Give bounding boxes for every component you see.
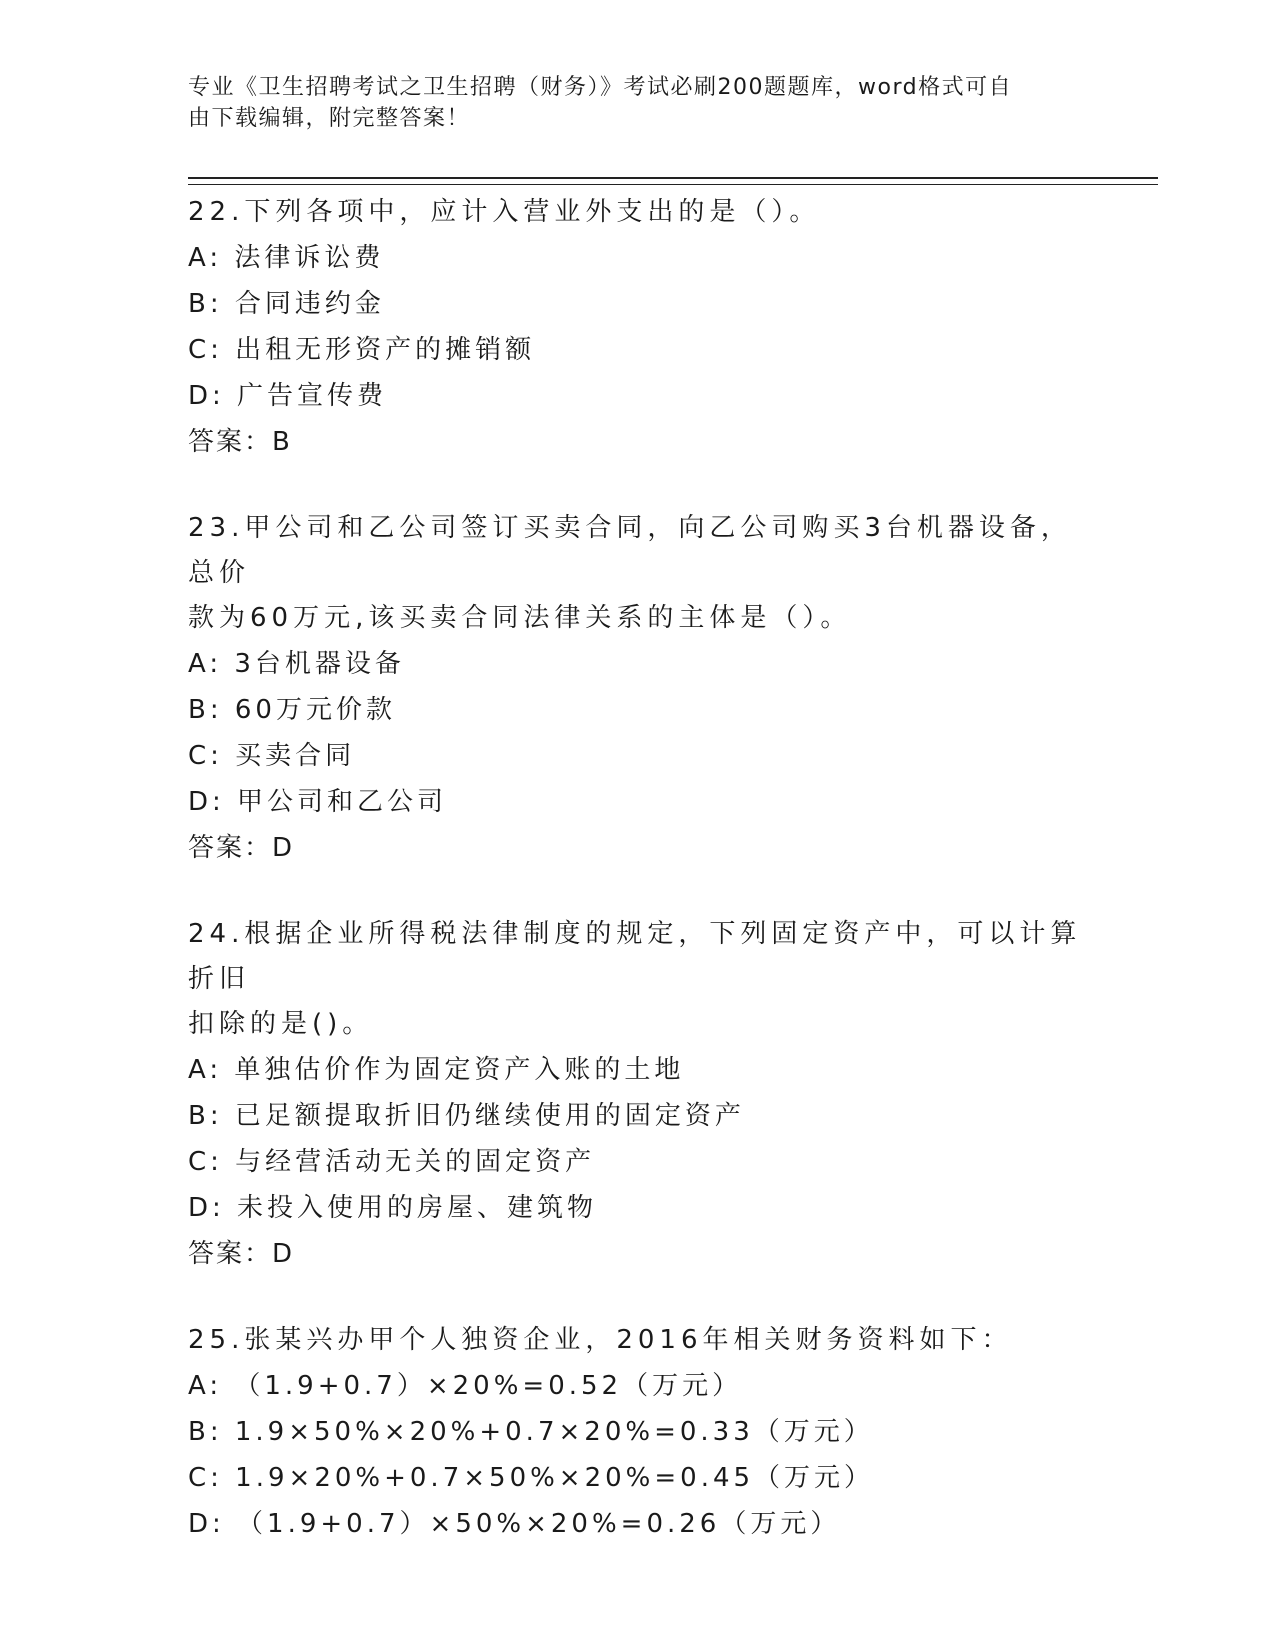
answer-label: 答案：B <box>188 427 292 457</box>
option-b: B: 1.9×50%×20%+0.7×20%=0.33（万元） <box>188 1417 874 1447</box>
question-stem-line-1: 24.根据企业所得税法律制度的规定，下列固定资产中，可以计算折旧 <box>188 919 1082 994</box>
option-d: D: 甲公司和乙公司 <box>188 787 448 817</box>
option-b: B: 合同违约金 <box>188 289 385 319</box>
option-b: B: 已足额提取折旧仍继续使用的固定资产 <box>188 1101 745 1131</box>
option-d: D: 广告宣传费 <box>188 381 388 411</box>
option-a: A: 3台机器设备 <box>188 649 405 679</box>
question-list <box>188 190 1088 1588</box>
question-24 <box>188 912 1088 1277</box>
option-b: B: 60万元价款 <box>188 695 396 725</box>
option-c: C: 与经营活动无关的固定资产 <box>188 1147 596 1177</box>
option-a: A: （1.9+0.7）×20%=0.52（万元） <box>188 1371 743 1401</box>
header-divider-thick <box>188 177 1158 179</box>
option-c: C: 买卖合同 <box>188 741 356 771</box>
question-stem-line-2: 款为60万元,该买卖合同法律关系的主体是（）。 <box>188 603 852 633</box>
question-stem-line-1: 23.甲公司和乙公司签订买卖合同，向乙公司购买3台机器设备，总价 <box>188 513 1072 588</box>
question-stem-line-2: 扣除的是()。 <box>188 1009 374 1039</box>
question-23 <box>188 506 1088 871</box>
option-c: C: 1.9×20%+0.7×50%×20%=0.45（万元） <box>188 1463 875 1493</box>
option-a: A: 法律诉讼费 <box>188 243 385 273</box>
header-line-1: 专业《卫生招聘考试之卫生招聘（财务）》考试必刷200题题库，word格式可自 <box>188 75 1013 100</box>
question-25 <box>188 1318 1088 1547</box>
option-c: C: 出租无形资产的摊销额 <box>188 335 536 365</box>
answer-label: 答案：D <box>188 1239 295 1269</box>
document-header <box>188 72 1088 134</box>
answer-label: 答案：D <box>188 833 295 863</box>
question-stem: 22.下列各项中，应计入营业外支出的是（）。 <box>188 197 821 227</box>
header-line-2: 由下载编辑，附完整答案！ <box>188 106 471 131</box>
header-divider-thin <box>188 184 1158 185</box>
option-d: D: 未投入使用的房屋、建筑物 <box>188 1193 598 1223</box>
question-stem: 25.张某兴办甲个人独资企业，2016年相关财务资料如下： <box>188 1325 1013 1355</box>
option-a: A: 单独估价作为固定资产入账的土地 <box>188 1055 685 1085</box>
option-d: D: （1.9+0.7）×50%×20%=0.26（万元） <box>188 1509 841 1539</box>
question-22 <box>188 190 1088 465</box>
